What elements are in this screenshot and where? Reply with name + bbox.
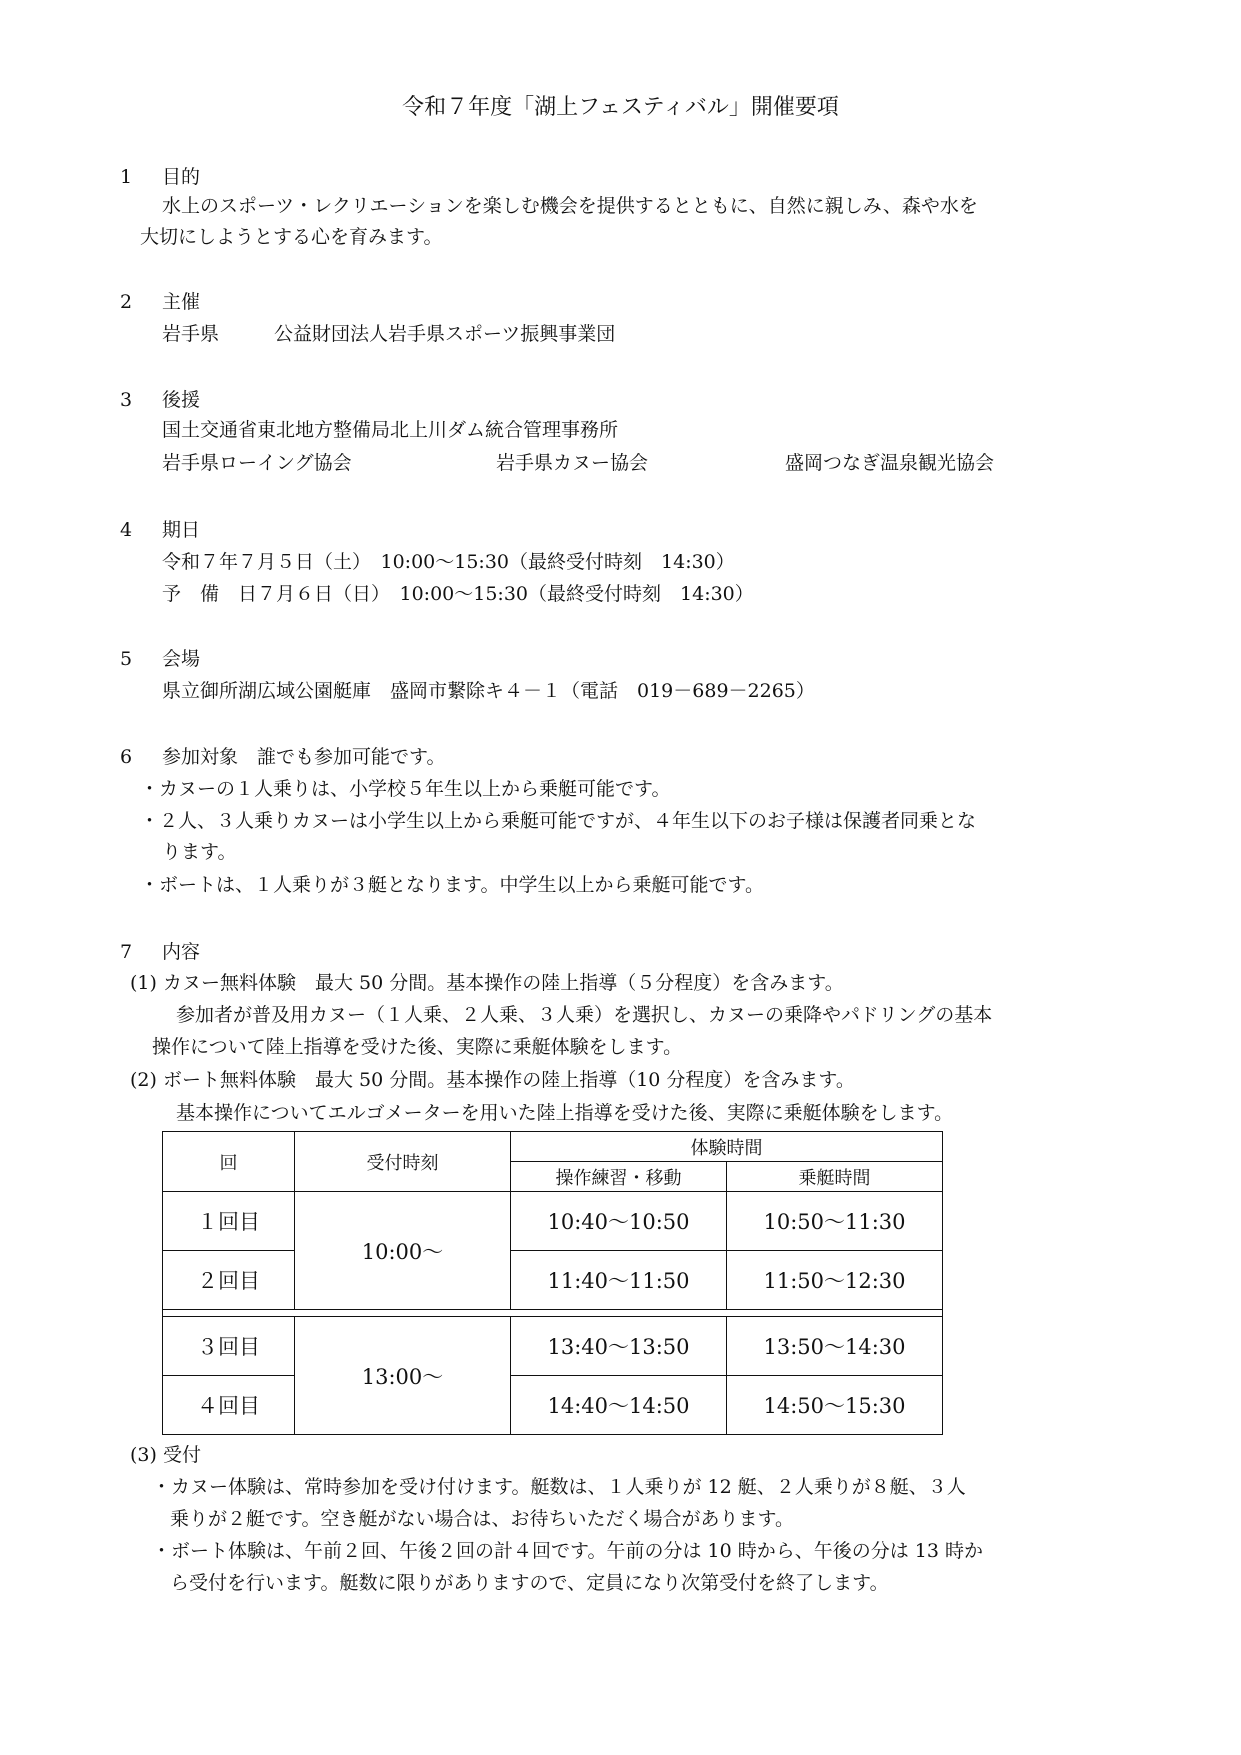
table-separator (163, 1310, 943, 1317)
boat-experience-title: (2) ボート無料体験 最大 50 分間。基本操作の陸上指導（10 分程度）を含みます。 (130, 1069, 855, 1091)
boat-description: 基本操作についてエルゴメーターを用いた陸上指導を受けた後、実際に乗艇体験をします。 (176, 1102, 954, 1124)
round-cell: ２回目 (163, 1251, 295, 1310)
table-row (163, 1251, 943, 1310)
header-experience-time: 体験時間 (511, 1132, 943, 1162)
section-number: 4 (120, 519, 133, 541)
reception-time-cell: 10:00～ (295, 1192, 511, 1310)
section-heading-purpose: 目的 (162, 166, 201, 188)
participant-bullet-cont: ります。 (162, 841, 237, 863)
date-line: 予 備 日７月６日（日） 10:00～15:30（最終受付時刻 14:30） (162, 583, 754, 605)
header-practice: 操作練習・移動 (511, 1162, 727, 1192)
canoe-description: 操作について陸上指導を受けた後、実際に乗艇体験をします。 (152, 1036, 683, 1058)
supporter-name: 盛岡つなぎ温泉観光協会 (785, 452, 995, 474)
purpose-text-line: 水上のスポーツ・レクリエーションを楽しむ機会を提供するとともに、自然に親しみ、森や水を (162, 195, 978, 217)
page-title: 令和７年度「湖上フェスティバル」開催要項 (402, 95, 839, 120)
section-number: 1 (120, 166, 133, 188)
supporter-name: 岩手県カヌー協会 (496, 452, 649, 474)
section-number: 2 (120, 291, 133, 313)
supporter-name: 国土交通省東北地方整備局北上川ダム統合管理事務所 (162, 419, 619, 441)
section-number: 3 (120, 389, 133, 411)
reception-bullet-cont: ら受付を行います。艇数に限りがありますので、定員になり次第受付を終了します。 (170, 1572, 889, 1594)
participant-bullet: ・２人、３人乗りカヌーは小学生以上から乗艇可能ですが、４年生以下のお子様は保護者同乗とな (140, 810, 977, 832)
reception-bullet-cont: 乗りが２艇です。空き艇がない場合は、お待ちいただく場合があります。 (170, 1508, 794, 1530)
section-heading-organizer: 主催 (162, 291, 201, 313)
boarding-time-cell: 10:50～11:30 (727, 1192, 943, 1251)
reception-bullet: ・カヌー体験は、常時参加を受け付けます。艇数は、１人乗りが 12 艇、２人乗りが８艇、３人 (152, 1476, 966, 1498)
section-number: 5 (120, 648, 133, 670)
practice-time-cell: 13:40～13:50 (511, 1317, 727, 1376)
header-boarding: 乗艇時間 (727, 1162, 943, 1192)
header-reception-time: 受付時刻 (295, 1132, 511, 1192)
section-heading-support: 後援 (162, 389, 201, 411)
schedule-table (162, 1131, 943, 1435)
purpose-text-line: 大切にしようとする心を育みます。 (140, 226, 443, 248)
organizer-name: 公益財団法人岩手県スポーツ振興事業団 (274, 323, 616, 345)
header-round: 回 (163, 1132, 295, 1192)
participant-bullet: ・カヌーの１人乗りは、小学校５年生以上から乗艇可能です。 (140, 778, 671, 800)
reception-time-cell: 13:00～ (295, 1317, 511, 1435)
practice-time-cell: 10:40～10:50 (511, 1192, 727, 1251)
organizer-name: 岩手県 (162, 323, 220, 345)
reception-title: (3) 受付 (130, 1444, 201, 1466)
section-number: 6 (120, 746, 133, 768)
section-heading-venue: 会場 (162, 648, 201, 670)
canoe-experience-title: (1) カヌー無料体験 最大 50 分間。基本操作の陸上指導（５分程度）を含みます。 (130, 972, 844, 994)
section-heading-participants: 参加対象 誰でも参加可能です。 (162, 746, 446, 768)
round-cell: １回目 (163, 1192, 295, 1251)
table-row (163, 1317, 943, 1376)
table-row (163, 1376, 943, 1435)
reception-bullet: ・ボート体験は、午前２回、午後２回の計４回です。午前の分は 10 時から、午後の分は 13 時か (152, 1540, 983, 1562)
supporter-name: 岩手県ローイング協会 (162, 452, 352, 474)
practice-time-cell: 11:40～11:50 (511, 1251, 727, 1310)
venue-line: 県立御所湖広域公園艇庫 盛岡市繋除キ４－１（電話 019－689－2265） (162, 680, 815, 702)
practice-time-cell: 14:40～14:50 (511, 1376, 727, 1435)
canoe-description: 参加者が普及用カヌー（１人乗、２人乗、３人乗）を選択し、カヌーの乗降やパドリングの基本 (176, 1004, 993, 1026)
boarding-time-cell: 14:50～15:30 (727, 1376, 943, 1435)
section-heading-date: 期日 (162, 519, 201, 541)
table-row (163, 1192, 943, 1251)
section-number: 7 (120, 941, 133, 963)
round-cell: ４回目 (163, 1376, 295, 1435)
participant-bullet: ・ボートは、１人乗りが３艇となります。中学生以上から乗艇可能です。 (140, 874, 764, 896)
date-line: 令和７年７月５日（土） 10:00～15:30（最終受付時刻 14:30） (162, 551, 735, 573)
section-heading-content: 内容 (162, 941, 201, 963)
round-cell: ３回目 (163, 1317, 295, 1376)
boarding-time-cell: 11:50～12:30 (727, 1251, 943, 1310)
boarding-time-cell: 13:50～14:30 (727, 1317, 943, 1376)
